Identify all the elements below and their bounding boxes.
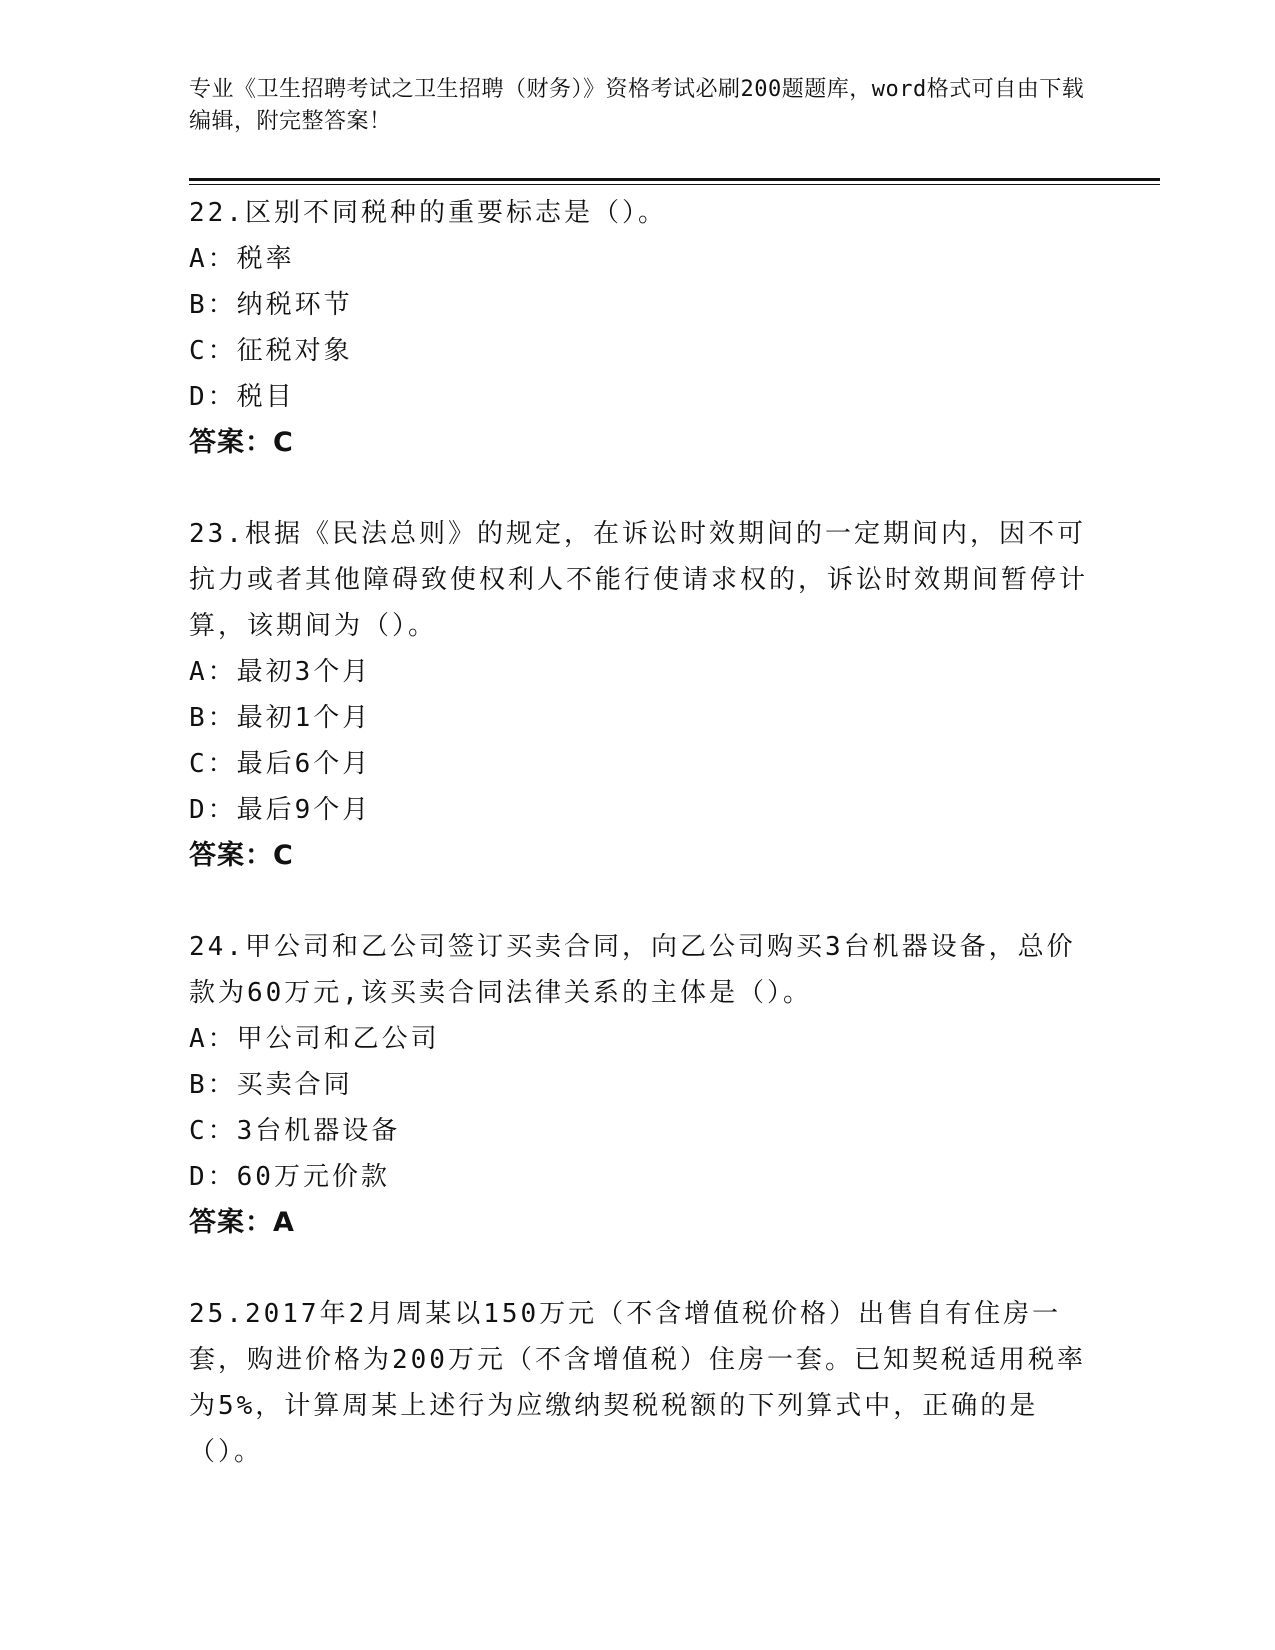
option-c: C：3台机器设备 <box>189 1116 401 1146</box>
document-header: 专业《卫生招聘考试之卫生招聘（财务）》资格考试必刷200题题库，word格式可自由下载编辑，附完整答案！ <box>189 77 1085 134</box>
option-a: A：税率 <box>189 244 295 274</box>
option-d: D：最后9个月 <box>189 795 372 825</box>
option-b: B：买卖合同 <box>189 1070 353 1100</box>
question-text: 22.区别不同税种的重要标志是（）。 <box>189 198 667 228</box>
option-c: C：最后6个月 <box>189 749 372 779</box>
option-c: C：征税对象 <box>189 336 353 366</box>
option-d: D：60万元价款 <box>189 1162 390 1192</box>
question-23 <box>189 511 1089 879</box>
option-b: B：纳税环节 <box>189 290 353 320</box>
question-text: 23.根据《民法总则》的规定，在诉讼时效期间的一定期间内，因不可抗力或者其他障碍致使权利人不能行使请求权的，诉讼时效期间暂停计算，该期间为（）。 <box>189 519 1089 641</box>
question-text: 24.甲公司和乙公司签订买卖合同，向乙公司购买3台机器设备，总价款为60万元,该买卖合同法律关系的主体是（）。 <box>189 932 1076 1008</box>
question-list <box>189 190 1089 1520</box>
option-d: D：税目 <box>189 382 295 412</box>
option-a: A：最初3个月 <box>189 657 372 687</box>
answer: 答案：C <box>189 427 294 458</box>
answer: 答案：A <box>189 1207 295 1238</box>
question-24 <box>189 924 1089 1246</box>
option-b: B：最初1个月 <box>189 703 372 733</box>
question-22 <box>189 190 1089 466</box>
answer: 答案：C <box>189 840 294 871</box>
question-25 <box>189 1291 1089 1475</box>
header-divider-thick <box>189 178 1160 181</box>
question-text: 25.2017年2月周某以150万元（不含增值税价格）出售自有住房一套，购进价格为200万元（不含增值税）住房一套。已知契税适用税率为5%，计算周某上述行为应缴纳契税税额的下列算式中，正确的是（）。 <box>189 1299 1086 1467</box>
header-divider-thin <box>189 184 1160 185</box>
option-a: A：甲公司和乙公司 <box>189 1024 440 1054</box>
